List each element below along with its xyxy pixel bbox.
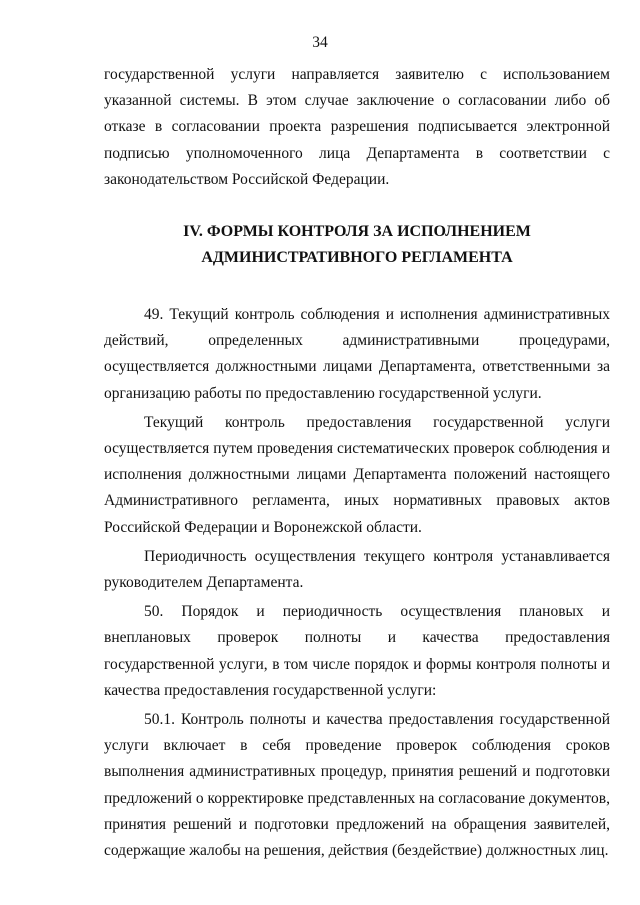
page-number: 34 [312, 34, 328, 51]
section-heading [104, 219, 610, 271]
paragraph-50-1: 50.1. Контроль полноты и качества предоставления государственной услуги включает в себя проведение проверок соблюдения сроков выполнения административных процедур, принятия решений и подготовки предложений о корректировке представленных на согласование документов, принятия решений и подготовки предложений на обращения заявителей, содержащие жалобы на решения, действия (бездействие) должностных лиц. [104, 711, 610, 860]
continued-paragraph: государственной услуги направляется заявителю с использованием указанной системы. В этом случае заключение о согласовании либо об отказе в согласовании проекта разрешения подписывается электронной подписью уполномоченного лица Департамента в соответствии с законодательством Российской Федерации. [104, 66, 610, 188]
section-title-line-2: АДМИНИСТРАТИВНОГО РЕГЛАМЕНТА [201, 249, 513, 267]
section-title-line-1: IV. ФОРМЫ КОНТРОЛЯ ЗА ИСПОЛНЕНИЕМ [183, 223, 531, 241]
paragraph-current-control: Текущий контроль предоставления государственной услуги осуществляется путем проведения систематических проверок соблюдения и исполнения должностными лицами Департамента положений настоящего Административного регламента, иных нормативных правовых актов Российской Федерации и Воронежской области. [104, 413, 610, 536]
paragraph-periodicity: Периодичность осуществления текущего контроля устанавливается руководителем Департамента. [104, 547, 610, 592]
paragraph-50: 50. Порядок и периодичность осуществления плановых и внеплановых проверок полноты и качества предоставления государственной услуги, в том числе порядок и формы контроля полноты и качества предоставления государственной услуги: [104, 603, 610, 699]
page-content [104, 62, 610, 864]
paragraph-49: 49. Текущий контроль соблюдения и исполнения административных действий, определенных административными процедурами, осуществляется должностными лицами Департамента, ответственными за организацию работы по предоставлению государственной услуги. [104, 306, 610, 402]
